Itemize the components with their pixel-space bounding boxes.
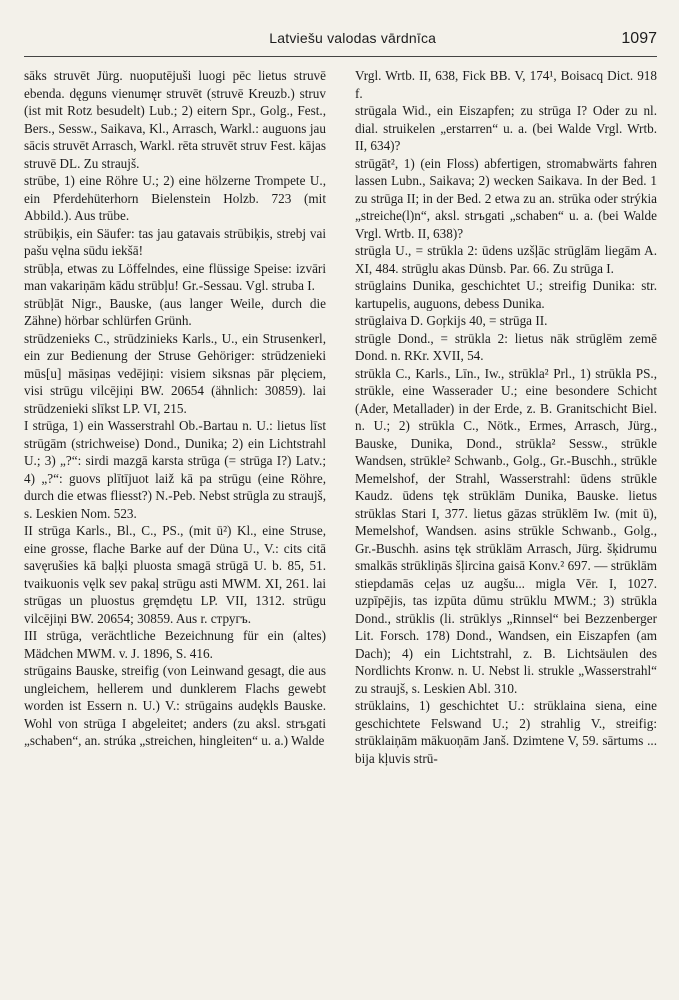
page-header [24,30,657,52]
entry-struga-2: II strūga Karls., Bl., C., PS., (mit ū²) Kl., eine Struse, eine grosse, flache Barke auf der Düna U., V.: cits citā savęrušies kā baļķi pluosta smagā strūgā U. b. 85, 51. tvaikuonis vęlk sev pakaļ strūgu asti MWM. XI, 261. lai strūgas un pluostus gręmdętu LP. VII, 1312. strūgu vilcējiņi BW. 20654; 30859. Aus r. стругъ. [24,523,326,626]
header-rule [24,56,657,57]
entry-strugle: strūgle Dond., = strūkla 2: lietus nāk strūglēm zemē Dond. n. RKr. XVII, 54. [355,330,657,363]
entry-strube: strūbe, 1) eine Röhre U.; 2) eine hölzerne Trompete U., ein Pferdehüterhorn Bielenstein Holzb. 723 (mit Abbild.). Aus trūbe. [24,173,326,223]
right-column [355,67,657,767]
entry-strugains-cont: Vrgl. Wrtb. II, 638, Fick BB. V, 174¹, Boisacq Dict. 918 f. [355,68,657,101]
left-column [24,67,326,767]
entry-strugat: strūgāt², 1) (ein Floss) abfertigen, stromabwärts fahren lassen Lubn., Saikava; 2) wecken Saikava. In der Bed. 1 zu strūga II; in der Bed. 2 etwa zu an. strūka oder strýkia „streiche(l)n“, aksl. strъgati „schaben“ u. a. (bei Walde Vrgl. Wrtb. II, 638)? [355,155,657,241]
entry-strubla: strūbļa, etwas zu Löffelndes, eine flüssige Speise: izvāri man vakariņām kādu strūbļu! Gr.-Sessau. Vgl. struba I. [24,260,326,293]
running-title: Latviešu valodas vārdnīca [269,30,437,46]
entry-struga-1: I strūga, 1) ein Wasserstrahl Ob.-Bartau n. U.: lietus līst strūgām (strichweise) Dond., Dunika; 2) ein Lichtstrahl U.; 3) „?“: sirdi mazgā karsta strūga (= strūga I?) Latv.; 4) „?“: guovs plītījuot laiž kā pa strūgu (eine Röhre, durch die etwas fliesst?) N.-Peb. Nebst strūgla zu straujš, s. Leskien Nom. 523. [24,418,326,521]
entry-strugains: strūgains Bauske, streifig (von Leinwand gesagt, die aus ungleichem, hellerem und dunklerem Flachs gewebt worden ist Essern n. U.) V.: strūgains audękls Bauske. Wohl von strūga I abgeleitet; anders (zu aksl. strъgati „schaben“, an. strúka „streichen, hingleiten“ u. a.) Walde [24,663,326,748]
entry-strubikis: strūbiķis, ein Säufer: tas jau gatavais strūbiķis, strebj vai pašu vęlna sūdu iekšā! [24,225,326,258]
page-number: 1097 [621,30,657,47]
entry-struga-3: III strūga, verächtliche Bezeichnung für ein (altes) Mädchen MWM. v. J. 1896, S. 416. [24,628,326,661]
text-columns [24,67,657,767]
entry-strublat: strūbļāt Nigr., Bauske, (aus langer Weile, durch die Zähne) hörbar schlürfen Grünh. [24,295,326,328]
entry-struglains: strūglains Dunika, geschichtet U.; streifig Dunika: str. kartupelis, auguons, debess Dunika. [355,278,657,311]
entry-struvet-cont: sāks struvēt Jürg. nuoputējuši luogi pēc lietus struvē ebenda. dęguns vienumęr struvēt (struvē Kreuzb.) struv (ist mit Rotz besudelt) Lub.; 2) eitern Spr., Golg., Fest., Bers., Sessw., Saikava, Kl., Arrasch, Warkl.: auguons jau sācis struvēt Arrasch, Warkl. rēta struvēt struv Fest. kājas struvē DL. Zu straujš. [24,68,326,171]
entry-strugla: strūgla U., = strūkla 2: ūdens uzšļāc strūglām liegām A. XI, 484. strūglu akas Dünsb. Par. 66. Zu strūga I. [355,243,657,276]
entry-strugala: strūgala Wid., ein Eiszapfen; zu strūga I? Oder zu nl. dial. struikelen „erstarren“ u. a. (bei Walde Vrgl. Wrtb. II, 634)? [355,103,657,153]
entry-strukla: strūkla C., Karls., Līn., Iw., strūkla² Prl., 1) strūkla PS., strūkle, eine Wasserader U.; eine besondere Schicht (Ader, Metallader) in der Erde, z. B. Granitschicht Biel. n. U.; 2) strūkla C., Nötk., Ermes, Arrasch, Jürg., Bauske, Dunika, Dond., strūkla² Sessw., strūkle Wandsen, strūkle² Schwanb., Golg., Gr.-Buschh., strūkle Memelshof, der Strahl, Wasserstrahl: ūdens strūkle Kaudz. ūdens tęk strūklām Dunika, Bauske. lietus strūklas Stari I, 377. lietus gāzas strūklēm Iw. (mit ū), Memelshof, Wandsen. asins strūkle Schwanb., Golg., Gr.-Buschh. asins tęk strūklām Arrasch, Jürg. šķidrumu smalkās strūkliņās šļircina gaisā Konv.² 697. — strūklām stiepdamās ceļas uz augšu... migla Vēr. I, 1027. uzpīpējis, tas izpūta dūmu strūklu MWM.; 3) strūkla Dond., strūklis (li. strūklys „Rinnsel“ bei Bezzenberger Lit. Forsch. 178) Dond., Wandsen, ein Eiszapfen (am Dach); 4) ein Lichtstrahl, z. B. Lichtsäulen des Nordlichts Kronw. n. U. Nebst li. strukle „Wasserstrahl“ zu straujš, s. Leskien Abl. 310. [355,365,657,696]
entry-struklains: strūklains, 1) geschichtet U.: strūklaina siena, eine geschichtete Felswand U.; 2) strahlig V., streifig: strūklaiņām mākuoņām Janš. Dzimtene V, 59. sārtums ... bija kļuvis strū- [355,698,657,766]
entry-strudzenieks: strūdzenieks C., strūdzinieks Karls., U., ein Strusenkerl, ein zur Bedienung der Struse Gehöriger: strūdzenieki mūs[u] māsiņas vedējiņi: visiem siksnas pār plęciem, visi strūgu vilcējiņi BW. 20654 (ähnlich: 30859). lai strūdzenieki slīkst LP. VI, 215. [24,330,326,416]
entry-struglaiva: strūglaiva D. Goŗkijs 40, = strūga II. [355,313,548,328]
